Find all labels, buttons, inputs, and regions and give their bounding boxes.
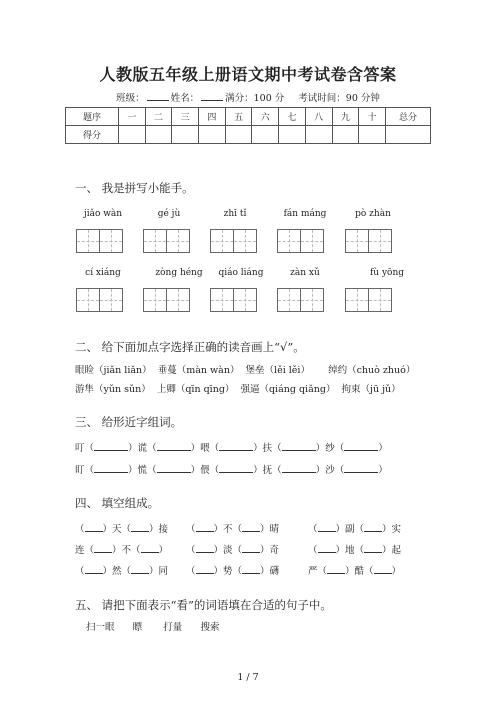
score-header-cell: 六 (252, 108, 279, 126)
score-cell[interactable] (172, 126, 199, 144)
page-title: 人教版五年级上册语文期中考试卷含答案 (99, 65, 397, 84)
answer-blank[interactable] (344, 441, 378, 451)
class-label: 班级： (116, 93, 145, 104)
word: 绰约 (328, 365, 348, 376)
idiom-fill: 连（ ）不（ ） (75, 545, 169, 556)
pinyin-label: zhī tǐ (223, 209, 247, 219)
answer-blank[interactable] (242, 543, 260, 553)
section-5-title: 五、 请把下面表示“看”的词语填在合适的句子中。 (75, 598, 332, 612)
bank-word: 扫一眼 (86, 622, 115, 633)
word: 游隼 (75, 384, 95, 395)
similar-chars-row-2: 盯（ ）慌（ ）偎（ ）抚（ ）沙（ ） (75, 465, 388, 476)
score-table-score-row (66, 126, 431, 144)
bank-word: 搜索 (200, 622, 220, 633)
answer-blank[interactable] (374, 564, 392, 574)
char: 叮 (75, 443, 85, 454)
pinyin-label: fán máng (283, 209, 327, 219)
char: 偎 (200, 465, 210, 476)
answer-blank[interactable] (242, 522, 260, 532)
reading-choice[interactable]: （yǔn sǔn） (94, 384, 151, 395)
section-2-title: 二、 给下面加点字选择正确的读音画上“√”。 (75, 340, 305, 354)
char: 喂 (200, 443, 210, 454)
word: 上卿 (156, 384, 176, 395)
score-cell[interactable] (359, 126, 386, 144)
name-blank[interactable] (201, 91, 223, 101)
score-table-header-row (66, 108, 431, 126)
answer-blank[interactable] (282, 463, 316, 473)
score-header-cell: 题序 (66, 108, 119, 126)
pinyin-label: cí xiáng (85, 268, 121, 278)
char: 纱 (325, 443, 335, 454)
char: 慌 (137, 465, 148, 476)
time-label: 考试时间：90 分钟 (298, 93, 380, 104)
score-header-cell: 九 (332, 108, 359, 126)
idiom-fill: （ ）副（ ）实 (308, 524, 402, 535)
similar-chars-row-1: 叮（ ）谎（ ）喂（ ）扶（ ）纱（ ） (75, 443, 388, 454)
answer-blank[interactable] (157, 441, 191, 451)
writing-grid[interactable] (76, 229, 123, 253)
reading-choice[interactable]: （qiáng qiǎng） (259, 384, 336, 395)
answer-blank[interactable] (318, 522, 336, 532)
answer-blank[interactable] (131, 522, 149, 532)
score-header-cell: 二 (145, 108, 172, 126)
writing-grid[interactable] (143, 229, 190, 253)
answer-blank[interactable] (282, 441, 316, 451)
score-header-cell: 八 (305, 108, 332, 126)
answer-blank[interactable] (131, 564, 149, 574)
reading-choice[interactable]: （jiǎn liǎn） (94, 365, 152, 376)
score-cell[interactable] (279, 126, 306, 144)
score-header-cell: 五 (225, 108, 252, 126)
section-3-title: 三、 给形近字组词。 (75, 415, 183, 429)
page-number: 1 / 7 (237, 672, 259, 683)
answer-blank[interactable] (364, 522, 382, 532)
word: 眼睑 (75, 365, 95, 376)
char: 扶 (262, 443, 273, 454)
score-cell[interactable] (332, 126, 359, 144)
score-header-cell: 一 (119, 108, 146, 126)
char: 谎 (137, 443, 148, 454)
answer-blank[interactable] (196, 522, 214, 532)
answer-blank[interactable] (85, 522, 103, 532)
bank-word: 瞟 (132, 622, 143, 633)
idiom-fill: 严（ ）酷（ ） (308, 566, 402, 577)
writing-grid[interactable] (76, 288, 123, 312)
answer-blank[interactable] (242, 564, 260, 574)
answer-blank[interactable] (94, 441, 128, 451)
bank-word: 打量 (163, 622, 183, 633)
answer-blank[interactable] (364, 543, 382, 553)
char: 沙 (325, 465, 335, 476)
writing-grid[interactable] (277, 229, 324, 253)
writing-grid[interactable] (143, 288, 190, 312)
answer-blank[interactable] (141, 543, 159, 553)
pinyin-label: pò zhàn (355, 209, 391, 219)
reading-choice[interactable]: （chuò zhuó） (347, 365, 416, 376)
score-cell[interactable] (305, 126, 332, 144)
answer-blank[interactable] (344, 463, 378, 473)
answer-blank[interactable] (318, 543, 336, 553)
score-header-cell: 十 (359, 108, 386, 126)
section-1-title: 一、 我是拼写小能手。 (75, 181, 194, 195)
exam-info (0, 90, 496, 104)
pinyin-label: zòng héng (155, 268, 203, 278)
idiom-fill: （ ）天（ ）接 (75, 524, 169, 535)
section-4-title: 四、 填空组成。 (75, 496, 160, 510)
word: 拘束 (341, 384, 361, 395)
answer-blank[interactable] (94, 463, 128, 473)
score-cell[interactable] (145, 126, 172, 144)
score-cell[interactable] (386, 126, 431, 144)
answer-blank[interactable] (196, 564, 214, 574)
reading-choice[interactable]: （màn wàn） (176, 365, 240, 376)
writing-grid[interactable] (277, 288, 324, 312)
idiom-fill: （ ）然（ ）同 (75, 566, 169, 577)
score-header-cell: 总分 (386, 108, 431, 126)
score-cell[interactable] (199, 126, 226, 144)
writing-grid[interactable] (345, 229, 392, 253)
pinyin-label: fù yōng (369, 268, 405, 278)
answer-blank[interactable] (327, 564, 345, 574)
name-label: 姓名： (170, 93, 200, 104)
score-label: 满分：100 分 (225, 93, 285, 104)
score-cell[interactable] (225, 126, 252, 144)
word: 堡垒 (245, 365, 265, 376)
score-cell[interactable] (119, 126, 146, 144)
writing-grid[interactable] (210, 288, 257, 312)
answer-blank[interactable] (85, 564, 103, 574)
score-row-label: 得分 (66, 126, 119, 144)
score-header-cell: 四 (199, 108, 226, 126)
answer-blank[interactable] (157, 463, 191, 473)
writing-grid[interactable] (345, 288, 392, 312)
score-table (65, 107, 431, 144)
pinyin-label: qiáo liáng (218, 268, 264, 278)
idiom-fill: （ ）势（ ）礴 (186, 566, 280, 577)
answer-blank[interactable] (196, 543, 214, 553)
char: 抚 (262, 465, 273, 476)
answer-blank[interactable] (219, 463, 253, 473)
score-header-cell: 三 (172, 108, 199, 126)
idiom-fill: （ ）不（ ）晴 (186, 524, 280, 535)
score-cell[interactable] (252, 126, 279, 144)
idiom-fill: （ ）地（ ）起 (308, 545, 402, 556)
word: 垂蔓 (157, 365, 177, 376)
char: 盯 (75, 465, 85, 476)
reading-choice[interactable]: （lěi lěi） (264, 365, 310, 376)
reading-line-2 (75, 381, 401, 395)
reading-choice[interactable]: （qīn qīng） (175, 384, 235, 395)
word-bank (86, 619, 219, 633)
writing-grid[interactable] (210, 229, 257, 253)
class-blank[interactable] (147, 91, 169, 101)
pinyin-label: gé jù (157, 209, 181, 219)
pinyin-label: jiǎo wàn (83, 209, 123, 219)
idiom-fill: （ ）淡（ ）奇 (186, 545, 280, 556)
answer-blank[interactable] (219, 441, 253, 451)
reading-choice[interactable]: （jū jǔ） (360, 384, 401, 395)
reading-line-1 (75, 362, 415, 376)
word: 强逼 (240, 384, 260, 395)
pinyin-label: zàn xǔ (290, 268, 320, 278)
answer-blank[interactable] (94, 543, 112, 553)
score-header-cell: 七 (279, 108, 306, 126)
